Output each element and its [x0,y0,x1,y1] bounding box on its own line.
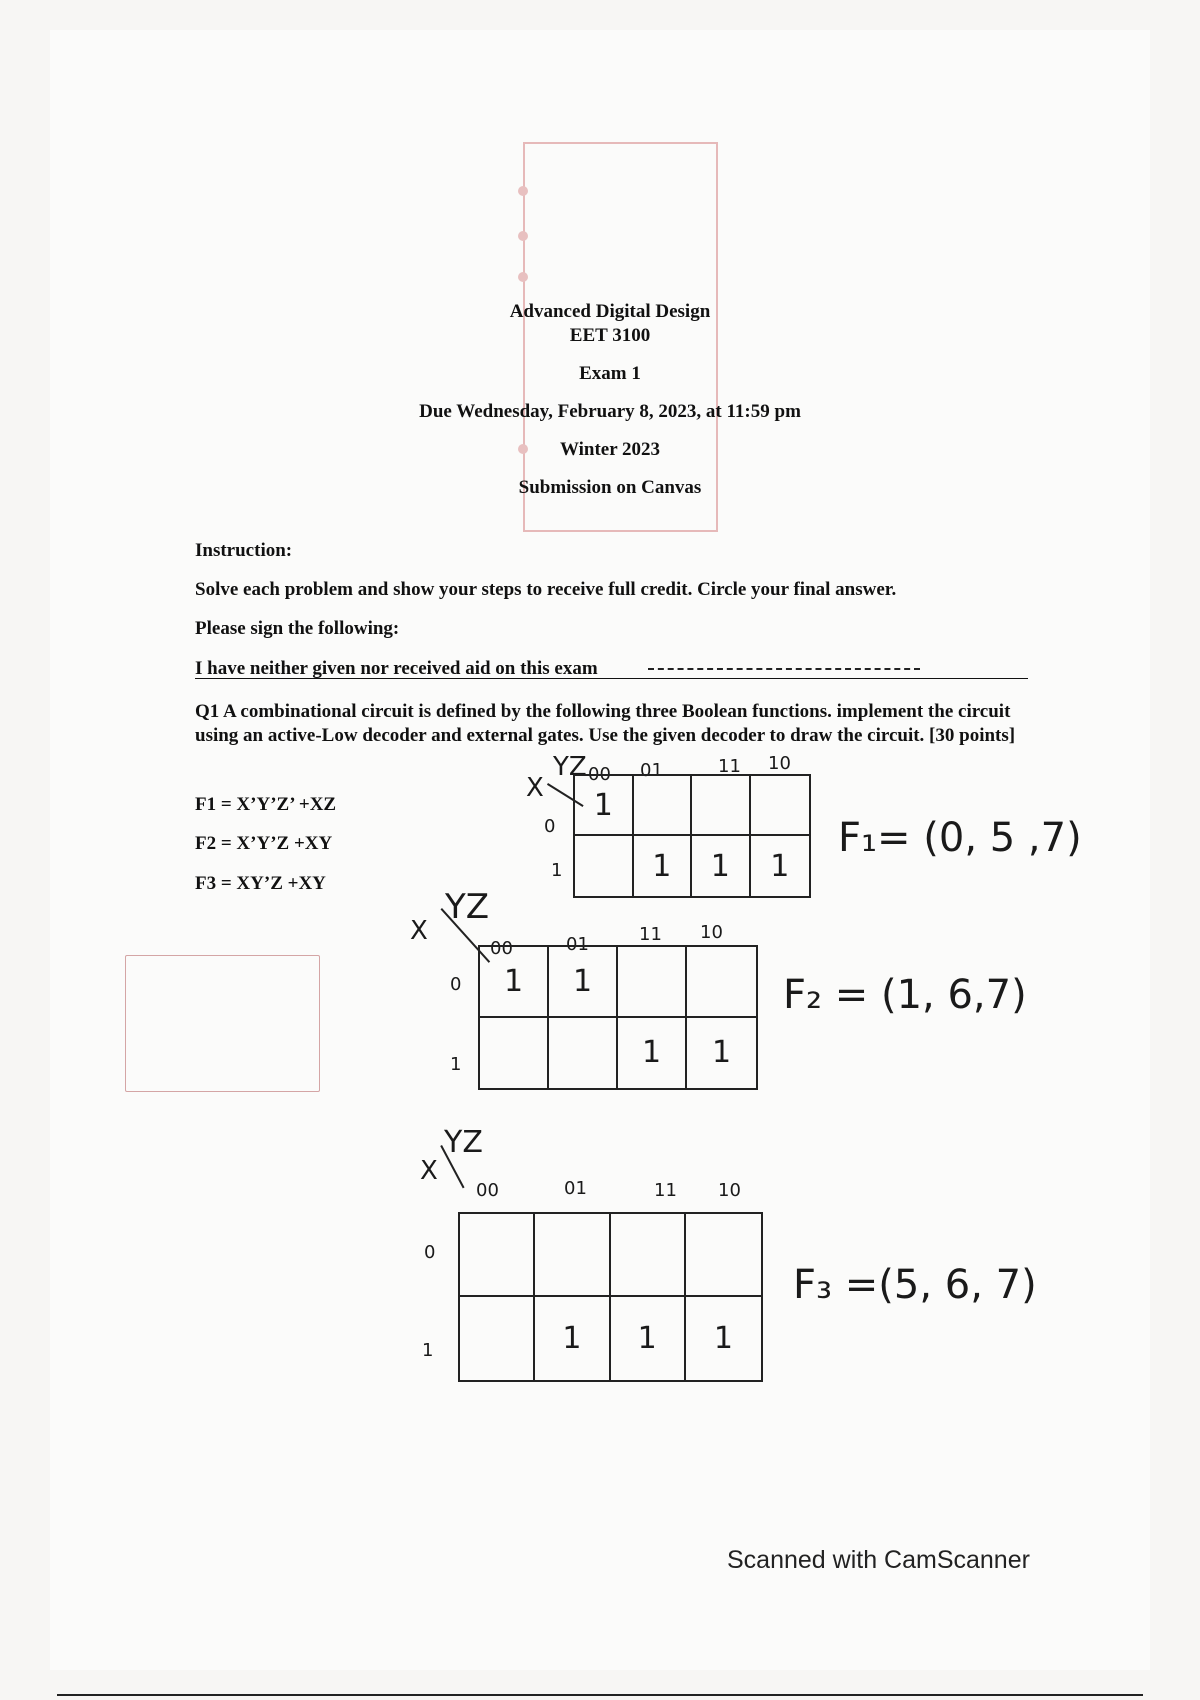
course-code: EET 3100 [569,325,651,346]
kmap3-col-var: YZ [444,1125,483,1160]
kmap1-col-var: YZ [553,752,587,782]
kmap-cell [618,947,687,1018]
kmap-cell: 1 [611,1297,686,1380]
kmap-cell [686,1214,761,1297]
kmap1-col-label: 00 [588,764,611,785]
kmap2-col-label: 11 [639,924,662,945]
kmap1-result: F₁= (0, 5 ,7) [838,815,1082,861]
instruction-text: Solve each problem and show your steps to receive full credit. Circle your final answer. [195,579,897,600]
kmap-cell: 1 [711,1035,732,1071]
kmap3-row-var: X [420,1156,438,1186]
bleed-through-dot [518,231,528,241]
section-divider [195,678,1028,679]
kmap2-row-var: X [410,916,428,946]
function-f1: F1 = X’Y’Z’ +XZ [195,794,337,815]
kmap1-col-label: 01 [640,760,663,781]
function-f2: F2 = X’Y’Z +XY [195,833,333,854]
kmap-cell: 1 [634,836,693,896]
kmap2-col-label: 01 [566,934,589,955]
kmap-f3 [458,1212,763,1382]
kmap1-col-label: 10 [768,753,791,774]
kmap-cell [751,776,810,836]
kmap3-result: F₃ =(5, 6, 7) [793,1262,1037,1308]
kmap1-col-label: 11 [718,756,741,777]
term: Winter 2023 [559,439,661,460]
function-f3: F3 = XY’Z +XY [195,873,326,894]
kmap2-col-label: 00 [490,938,513,959]
instruction-heading: Instruction: [195,540,293,561]
kmap-cell [460,1214,535,1297]
kmap-cell [575,836,634,896]
kmap1-row-label: 0 [544,816,556,837]
kmap-f1 [573,774,811,898]
kmap-cell [535,1214,610,1297]
kmap3-col-label: 01 [564,1178,587,1199]
kmap3-col-label: 10 [718,1180,741,1201]
kmap-cell [611,1214,686,1297]
kmap-cell: 1 [713,1321,733,1356]
kmap-f2 [478,945,758,1090]
bleed-through-dot [518,272,528,282]
kmap-cell [460,1297,535,1380]
course-title: Advanced Digital Design [509,301,711,322]
due-date: Due Wednesday, February 8, 2023, at 11:59 pm [419,401,801,422]
signature-line [648,668,920,670]
kmap2-row-label: 0 [450,974,462,995]
submission-note: Submission on Canvas [518,477,702,498]
kmap-cell [687,947,756,1018]
page-bottom-edge [57,1694,1143,1696]
kmap2-result: F₂ = (1, 6,7) [783,972,1027,1018]
kmap-cell: 1 [618,1018,687,1089]
honor-statement: I have neither given nor received aid on this exam [195,658,598,679]
kmap1-row-label: 1 [551,860,563,881]
kmap3-col-label: 00 [476,1180,499,1201]
kmap-cell [549,1018,618,1089]
scanner-watermark: Scanned with CamScanner [727,1546,1030,1574]
question-1-text: Q1 A combinational circuit is defined by the following three Boolean functions. implement the circuit using an active-Low decoder and external gates. Use the given decoder to draw the circuit. [30 points] [195,701,1016,746]
exam-name: Exam 1 [579,363,641,384]
kmap2-col-label: 10 [700,922,723,943]
decoder-sketch-box [125,955,320,1092]
bleed-through-dot [518,186,528,196]
kmap2-row-label: 1 [450,1054,462,1075]
kmap1-row-var: X [526,773,544,803]
sign-prompt: Please sign the following: [195,618,400,639]
kmap-cell [692,776,751,836]
kmap-cell: 1 [692,836,751,896]
kmap-cell: 1 [575,776,634,836]
kmap-cell: 1 [480,947,549,1018]
kmap-cell: 1 [549,947,618,1018]
kmap3-row-label: 0 [424,1242,436,1263]
kmap2-col-var: YZ [445,887,490,927]
kmap-cell [480,1018,549,1089]
kmap-cell [634,776,693,836]
kmap3-col-label: 11 [654,1180,677,1201]
kmap3-row-label: 1 [422,1340,434,1361]
kmap-cell: 1 [770,848,790,884]
kmap-cell: 1 [535,1297,610,1380]
